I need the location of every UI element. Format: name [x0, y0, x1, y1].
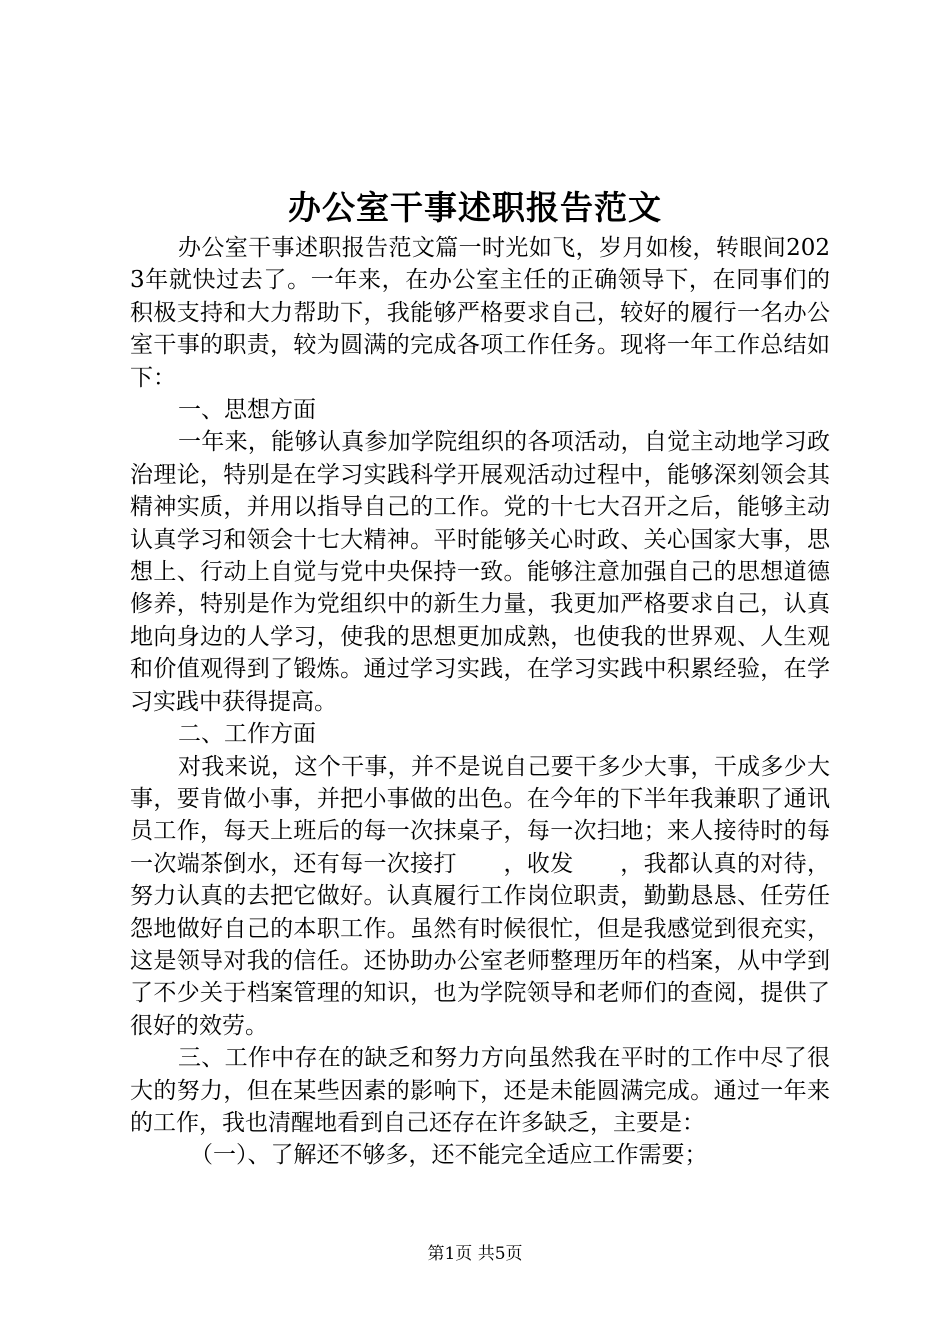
document-title: 办公室干事述职报告范文 — [288, 188, 662, 227]
page-number: 第1页 共5页 — [427, 1244, 523, 1264]
heading-work: 二、工作方面 — [178, 721, 316, 748]
paragraph-work: 对我来说，这个干事，并不是说自己要干多少大事，干成多少大事，要肯做小事，并把小事做的出色。在今年的下半年我兼职了通讯员工作，每天上班后的每一次抹桌子，每一次扫地；来人接待时的每一次端茶倒水，还有每一次接打 ，收发 ，我都认真的对待，努力认真的去把它做好。认真履行工作岗位职责，勤勤恳恳、任劳任怨地做好自己的本职工作。虽然有时候很忙，但是我感觉到很充实，这是领导对我的信任。还协助办公室老师整理历年的档案，从中学到了不少关于档案管理的知识，也为学院领导和老师们的查阅，提供了很好的效劳。 — [130, 753, 830, 1039]
list-item-shortcoming-1: （一）、了解还不够多，还不能完全适应工作需要； — [190, 1142, 708, 1169]
paragraph-intro: 办公室干事述职报告范文篇一时光如飞，岁月如梭，转眼间2023年就快过去了。一年来，在办公室主任的正确领导下，在同事们的积极支持和大力帮助下，我能够严格要求自己，较好的履行一名办公室干事的职责，较为圆满的完成各项工作任务。现将一年工作总结如下： — [130, 235, 830, 391]
heading-thought: 一、思想方面 — [178, 397, 316, 424]
paragraph-shortcomings: 三、工作中存在的缺乏和努力方向虽然我在平时的工作中尽了很大的努力，但在某些因素的影响下，还是未能圆满完成。通过一年来的工作，我也清醒地看到自己还存在许多缺乏，主要是： — [130, 1045, 830, 1136]
paragraph-thought: 一年来，能够认真参加学院组织的各项活动，自觉主动地学习政治理论，特别是在学习实践科学开展观活动过程中，能够深刻领会其精神实质，并用以指导自己的工作。党的十七大召开之后，能够主动认真学习和领会十七大精神。平时能够关心时政、关心国家大事，思想上、行动上自觉与党中央保持一致。能够注意加强自己的思想道德修养，特别是作为党组织中的新生力量，我更加严格要求自己，认真地向身边的人学习，使我的思想更加成熟，也使我的世界观、人生观和价值观得到了锻炼。通过学习实践，在学习实践中积累经验，在学习实践中获得提高。 — [130, 429, 830, 715]
document-body — [130, 232, 830, 1172]
